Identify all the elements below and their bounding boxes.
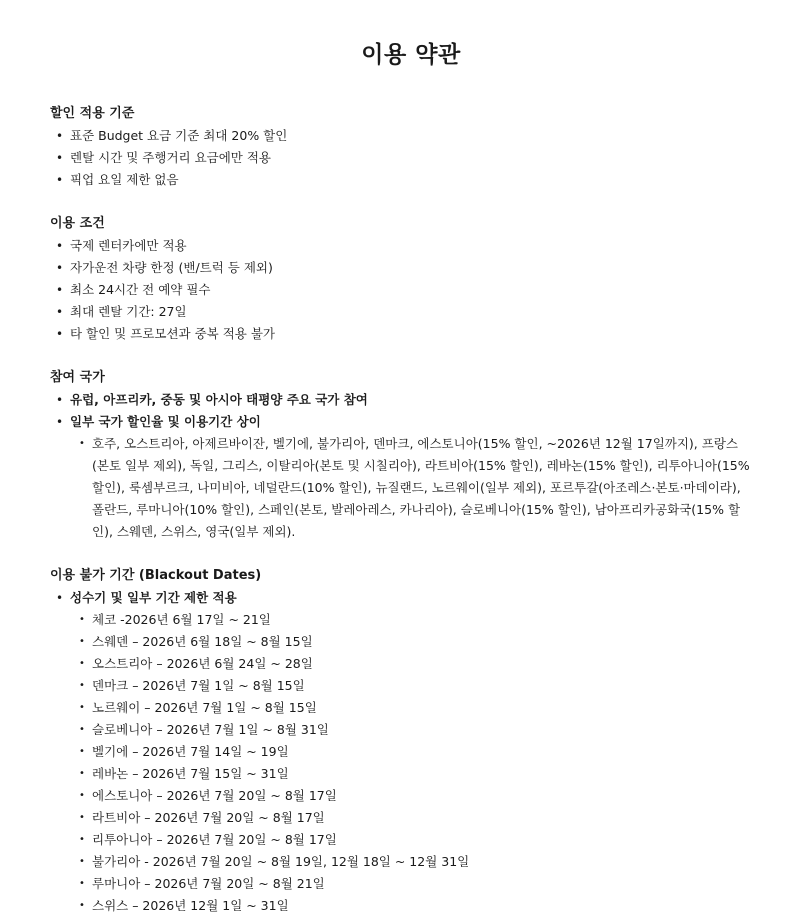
- list-item: • 최소 24시간 전 예약 필수: [50, 279, 772, 301]
- list-item: • 스웨덴 – 2026년 6월 18일 ~ 8월 15일: [72, 631, 772, 653]
- conditions-list: [50, 235, 772, 345]
- list-item: • 덴마크 – 2026년 7월 1일 ~ 8월 15일: [72, 675, 772, 697]
- list-item: • 표준 Budget 요금 기준 최대 20% 할인: [50, 125, 772, 147]
- list-item: • 국제 렌터카에만 적용: [50, 235, 772, 257]
- discount-list: [50, 125, 772, 191]
- list-item: • 레바논 – 2026년 7월 15일 ~ 31일: [72, 763, 772, 785]
- list-item: • 스위스 – 2026년 12월 1일 ~ 31일: [72, 895, 772, 917]
- countries-section: [50, 367, 772, 543]
- conditions-heading: 이용 조건: [50, 216, 105, 231]
- list-item: • 자가운전 차량 한정 (밴/트럭 등 제외): [50, 257, 772, 279]
- list-item: • 라트비아 – 2026년 7월 20일 ~ 8월 17일: [72, 807, 772, 829]
- list-item: • 슬로베니아 – 2026년 7월 1일 ~ 8월 31일: [72, 719, 772, 741]
- list-item: • 리투아니아 – 2026년 7월 20일 ~ 8월 17일: [72, 829, 772, 851]
- list-item: • 노르웨이 – 2026년 7월 1일 ~ 8월 15일: [72, 697, 772, 719]
- countries-heading: 참여 국가: [50, 370, 105, 385]
- list-item: • 렌탈 시간 및 주행거리 요금에만 적용: [50, 147, 772, 169]
- list-item: • 오스트리아 – 2026년 6월 24일 ~ 28일: [72, 653, 772, 675]
- list-item: • 유럽, 아프리카, 중동 및 아시아 태평양 주요 국가 참여: [50, 389, 772, 411]
- list-item: • 성수기 및 일부 기간 제한 적용 • 체코 -2026년 6월 17일 ~ 21일 • 스웨덴 – 2026년 6월 18일 ~ 8월 15일 • 오스트리아 – 2026년 6월 24일 ~ 28일 • 덴마크 – 2026년 7월 1일 ~ 8월 15일 • 노르웨이 – 2026년 7월 1일 ~ 8월 15일 • 슬로베니아 – 2026년 7월 1일 ~ 8월 31일 • 벨기에 – 2026년 7월 14일 ~ 19일 • 레바논 – 2026년 7월 15일 ~ 31일 • 에스토니아 – 2026년 7월 20일 ~ 8월 17일 • 라트비아 – 2026년 7월 20일 ~ 8월 17일 • 리투아니아 – 2026년 7월 20일 ~ 8월 17일 • 불가리아 - 2026년 7월 20일 ~ 8월 19일, 12월 18일 ~ 12월 31일 • 루마니아 – 2026년 7월 20일 ~ 8월 21일 • 스위스 – 2026년 12월 1일 ~ 31일: [50, 587, 772, 917]
- conditions-section: [50, 213, 772, 345]
- blackout-list: [50, 587, 772, 917]
- list-item: • 타 할인 및 프로모션과 중복 적용 불가: [50, 323, 772, 345]
- list-item: • 최대 렌탈 기간: 27일: [50, 301, 772, 323]
- list-item: • 픽업 요일 제한 없음: [50, 169, 772, 191]
- blackout-section: [50, 565, 772, 917]
- list-item: • 불가리아 - 2026년 7월 20일 ~ 8월 19일, 12월 18일 ~ 12월 31일: [72, 851, 772, 873]
- list-item: • 벨기에 – 2026년 7월 14일 ~ 19일: [72, 741, 772, 763]
- list-item: • 에스토니아 – 2026년 7월 20일 ~ 8월 17일: [72, 785, 772, 807]
- list-item: • 체코 -2026년 6월 17일 ~ 21일: [72, 609, 772, 631]
- discount-section: [50, 103, 772, 191]
- page-title: 이용 약관: [361, 42, 461, 68]
- discount-heading: 할인 적용 기준: [50, 106, 135, 121]
- list-item: • 일부 국가 할인율 및 이용기간 상이 • 호주, 오스트리아, 아제르바이잔, 벨기에, 불가리아, 덴마크, 에스토니아(15% 할인, ~2026년 12월 17일까지), 프랑스(본토 일부 제외), 독일, 그리스, 이탈리아(본토 및 시칠리아), 라트비아(15% 할인), 레바논(15% 할인), 리투아니아(15% 할인), 룩셈부르크, 나미비아, 네덜란드(10% 할인), 뉴질랜드, 노르웨이(일부 제외), 포르투갈(아조레스·본토·마데이라), 폴란드, 루마니아(10% 할인), 스페인(본토, 발레아레스, 카나리아), 슬로베니아(15% 할인), 남아프리카공화국(15% 할인), 스웨덴, 스위스, 영국(일부 제외).: [50, 411, 772, 543]
- blackout-dates-list: [72, 609, 772, 917]
- countries-detail-list: [72, 433, 772, 543]
- blackout-heading: 이용 불가 기간 (Blackout Dates): [50, 568, 262, 583]
- countries-detail-text: • 호주, 오스트리아, 아제르바이잔, 벨기에, 불가리아, 덴마크, 에스토니아(15% 할인, ~2026년 12월 17일까지), 프랑스(본토 일부 제외), 독일, 그리스, 이탈리아(본토 및 시칠리아), 라트비아(15% 할인), 레바논(15% 할인), 리투아니아(15% 할인), 룩셈부르크, 나미비아, 네덜란드(10% 할인), 뉴질랜드, 노르웨이(일부 제외), 포르투갈(아조레스·본토·마데이라), 폴란드, 루마니아(10% 할인), 스페인(본토, 발레아레스, 카나리아), 슬로베니아(15% 할인), 남아프리카공화국(15% 할인), 스웨덴, 스위스, 영국(일부 제외).: [92, 436, 750, 539]
- list-item: [72, 433, 772, 543]
- list-item: • 루마니아 – 2026년 7월 20일 ~ 8월 21일: [72, 873, 772, 895]
- countries-list: [50, 389, 772, 543]
